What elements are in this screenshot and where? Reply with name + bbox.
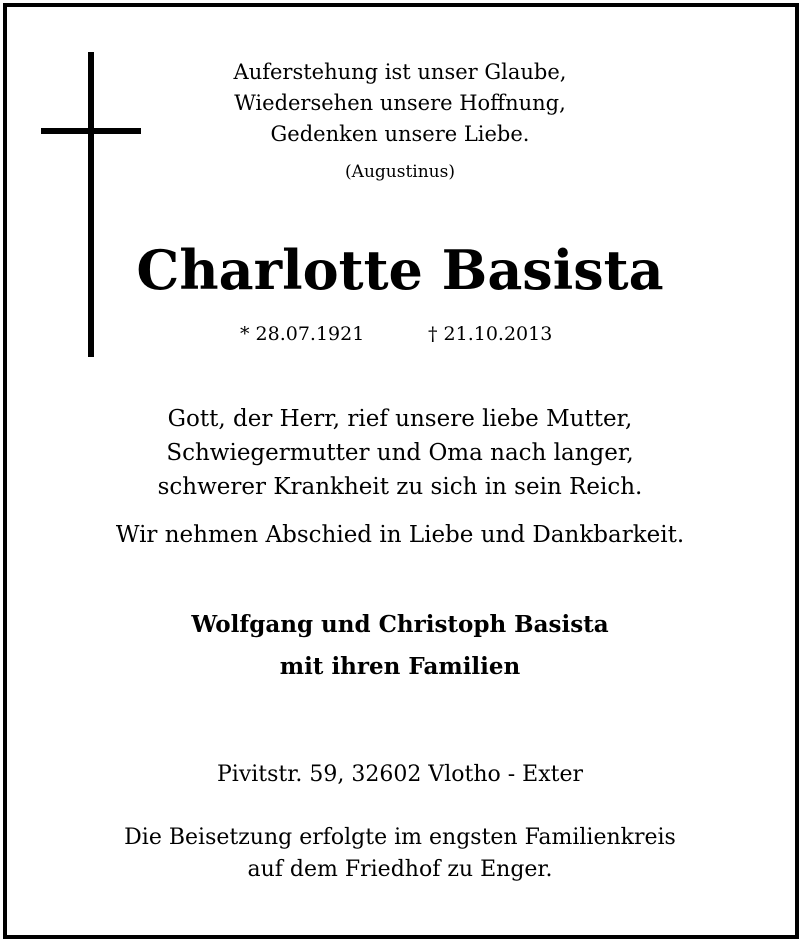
- quote-line-1: Auferstehung ist unser Glaube,: [233, 60, 567, 84]
- announcement-line-1: Gott, der Herr, rief unsere liebe Mutter,: [167, 406, 633, 432]
- birth-date: * 28.07.1921: [240, 323, 365, 345]
- announcement-line-3: schwerer Krankheit zu sich in sein Reich.: [157, 474, 643, 500]
- quote-line-2: Wiedersehen unsere Hoffnung,: [234, 91, 566, 115]
- announcement-line-2: Schwiegermutter und Oma nach langer,: [166, 440, 634, 466]
- address: Pivitstr. 59, 32602 Vlotho - Exter: [216, 762, 583, 787]
- quote-author: (Augustinus): [345, 162, 455, 182]
- burial-line-2: auf dem Friedhof zu Enger.: [247, 857, 553, 882]
- deceased-name: Charlotte Basista: [136, 238, 664, 302]
- quote-line-3: Gedenken unsere Liebe.: [270, 122, 530, 146]
- burial-line-1: Die Beisetzung erfolgte im engsten Familienkreis: [124, 825, 676, 850]
- mourners-line-1: Wolfgang und Christoph Basista: [191, 611, 609, 638]
- death-date: † 21.10.2013: [428, 323, 553, 345]
- burial-note: [0, 822, 800, 886]
- quote-block: [0, 57, 800, 150]
- farewell-text: Wir nehmen Abschied in Liebe und Dankbarkeit.: [115, 522, 685, 548]
- announcement-text: [0, 402, 800, 504]
- mourners-block: [0, 604, 800, 688]
- mourners-line-2: mit ihren Familien: [279, 653, 521, 680]
